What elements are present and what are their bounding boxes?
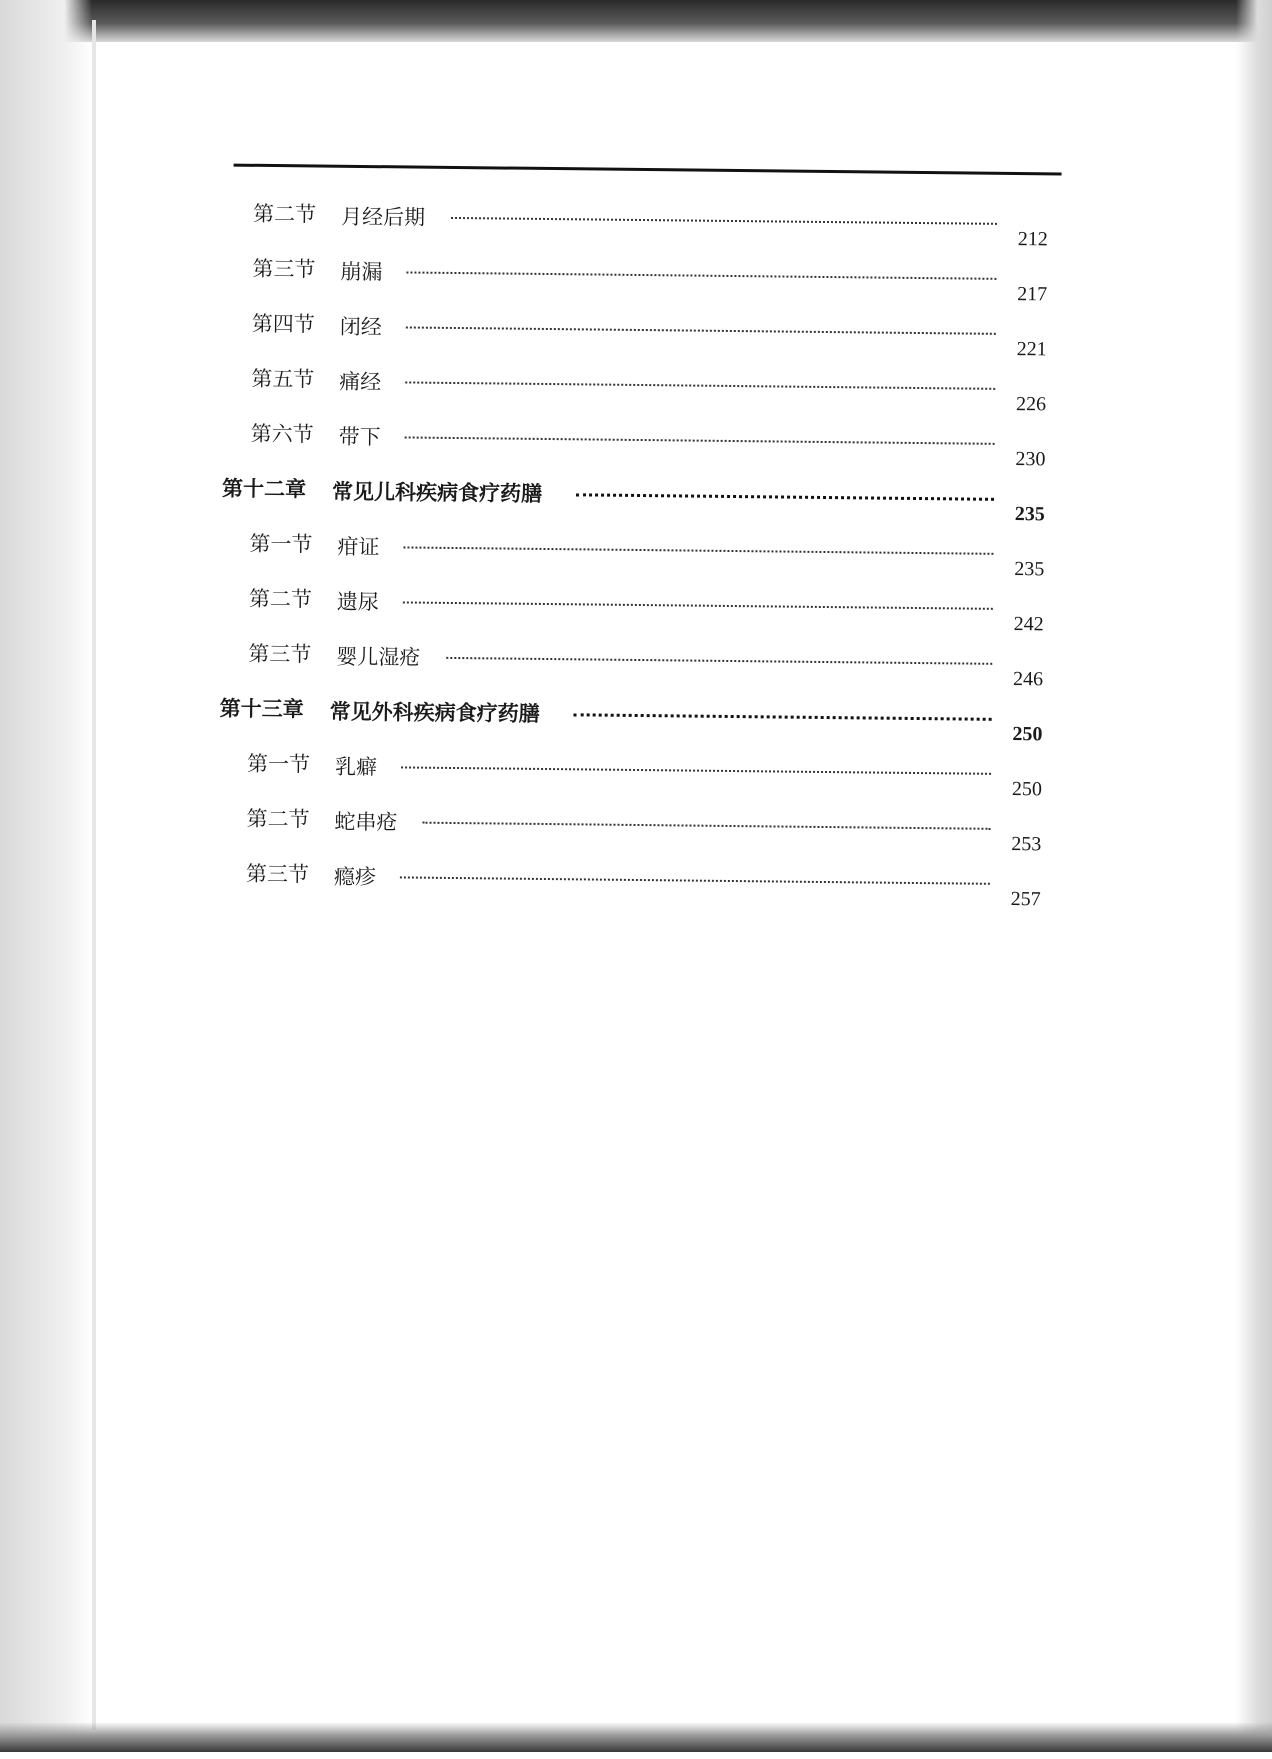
toc-leader-dots: [406, 326, 996, 334]
toc-entry-title: 蛇串疮: [334, 809, 398, 835]
toc-entry-section: [0, 636, 1270, 690]
toc-entry-title: 乳癖: [334, 754, 378, 780]
toc-entry-number: 第二节: [246, 806, 310, 832]
toc-leader-dots: [422, 822, 990, 830]
toc-entry-title: 瘾疹: [333, 864, 377, 890]
toc-leader-dots: [406, 271, 996, 279]
toc-leader-dots: [403, 601, 993, 609]
toc-entry-section: [0, 526, 1272, 580]
toc-entry-section: [0, 581, 1271, 635]
toc-entry-title: 常见外科疾病食疗药膳: [329, 698, 540, 726]
toc-entry-number: 第三节: [248, 641, 312, 667]
toc-leader-dots: [576, 493, 994, 501]
toc-entry-section: [0, 801, 1269, 855]
toc-leader-dots: [400, 876, 990, 884]
toc-entry-page: 230: [1015, 448, 1046, 471]
toc-entry-title: 婴儿湿疮: [336, 644, 421, 670]
toc-entry-page: 242: [1013, 613, 1044, 636]
toc-entry-title: 月经后期: [340, 204, 426, 230]
toc-leader-dots: [574, 713, 992, 721]
toc-entry-section: [0, 856, 1268, 910]
header-rule: [234, 164, 1062, 176]
toc-entry-title: 崩漏: [340, 259, 383, 285]
toc-entry-number: 第一节: [246, 751, 311, 777]
toc-entry-page: 221: [1016, 338, 1047, 361]
toc-entry-section: [1, 361, 1272, 415]
toc-entry-page: 217: [1017, 283, 1048, 306]
toc-leader-dots: [451, 217, 997, 225]
toc-entry-page: 250: [1011, 778, 1043, 801]
toc-entry-number: 第三节: [245, 861, 310, 887]
toc-entry-section: [2, 251, 1272, 305]
toc-entry-number: 第十二章: [221, 475, 307, 502]
toc-entry-chapter: [0, 471, 1272, 525]
toc-leader-dots: [446, 657, 992, 665]
toc-entry-number: 第一节: [249, 531, 313, 557]
toc-entry-page: 246: [1012, 668, 1044, 691]
toc-entry-number: 第二节: [252, 201, 317, 227]
toc-entry-page: 212: [1017, 228, 1048, 251]
toc-entry-section: [3, 196, 1272, 250]
toc-entry-section: [2, 306, 1272, 360]
toc-leader-dots: [405, 381, 995, 389]
toc-leader-dots: [401, 766, 991, 774]
toc-entry-page: 250: [1012, 723, 1043, 746]
toc-entry-title: 常见儿科疾病食疗药膳: [331, 478, 543, 506]
toc-entry-title: 疳证: [337, 534, 380, 560]
toc-entry-section: [0, 746, 1269, 800]
toc-entry-title: 闭经: [339, 314, 382, 340]
toc-entry-chapter: [0, 691, 1270, 745]
toc-entry-title: 遗尿: [336, 589, 380, 615]
toc-entry-number: 第二节: [248, 586, 313, 612]
toc-entry-page: 226: [1015, 393, 1047, 416]
toc-entry-page: 235: [1014, 558, 1045, 581]
toc-entry-page: 253: [1011, 833, 1042, 856]
toc-entry-title: 痛经: [339, 369, 382, 395]
toc-entry-section: [0, 416, 1272, 470]
toc-leader-dots: [403, 546, 993, 554]
toc-entry-number: 第六节: [250, 421, 314, 447]
toc-entry-title: 带下: [338, 424, 381, 450]
toc-entry-number: 第五节: [251, 366, 315, 392]
toc-entry-page: 257: [1010, 888, 1041, 911]
toc-leader-dots: [405, 436, 995, 444]
toc-entry-number: 第十三章: [219, 695, 304, 722]
toc-entry-page: 235: [1014, 503, 1045, 526]
toc-entry-number: 第三节: [252, 256, 316, 282]
toc-entry-number: 第四节: [251, 311, 316, 337]
